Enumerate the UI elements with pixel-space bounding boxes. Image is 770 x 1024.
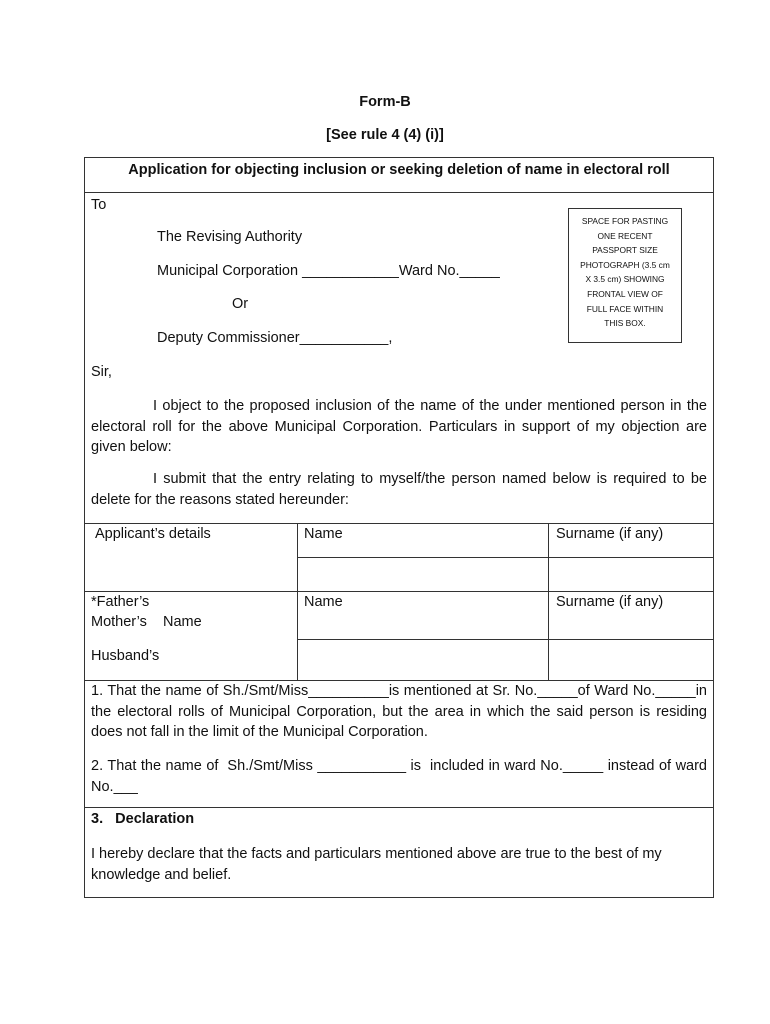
- photo-text-line: FRONTAL VIEW OF: [587, 288, 663, 299]
- reason-2: 2. That the name of Sh./Smt/Miss ___________ is included in ward No._____ instead of ward No.___: [91, 758, 712, 795]
- or-label: Or: [232, 296, 249, 312]
- declaration-text: I hereby declare that the facts and particulars mentioned above are true to the best of my knowledge and belief.: [91, 846, 662, 883]
- father-label: *Father’s: [91, 594, 150, 610]
- table-row-divider: [84, 591, 714, 592]
- revising-authority: The Revising Authority: [157, 229, 303, 245]
- salutation: Sir,: [91, 364, 112, 380]
- table-row-divider: [297, 557, 714, 558]
- objection-paragraph: I object to the proposed inclusion of the name of the under mentioned person in the electoral roll for the above Municipal Corporation. Particulars in support of my objection are given below:: [91, 398, 707, 455]
- name-header-2: Name: [304, 594, 343, 610]
- mother-name-label: Mother’s Name: [91, 614, 202, 630]
- name-header: Name: [304, 526, 343, 542]
- table-top-line: [84, 523, 714, 524]
- table-col-divider: [548, 523, 549, 680]
- table-col-divider: [297, 523, 298, 680]
- photo-text-line: THIS BOX.: [604, 318, 646, 329]
- rule-reference: [See rule 4 (4) (i)]: [326, 127, 444, 143]
- husband-label: Husband’s: [91, 648, 160, 664]
- surname-header-2: Surname (if any): [556, 594, 664, 610]
- photo-text-line: X 3.5 cm) SHOWING: [585, 274, 665, 285]
- application-title: Application for objecting inclusion or seeking deletion of name in electoral roll: [128, 162, 670, 178]
- photo-text-line: ONE RECENT: [597, 230, 653, 241]
- reason-1: 1. That the name of Sh./Smt/Miss__________is mentioned at Sr. No._____of Ward No._____in the electoral rolls of Municipal Corporation, but the area in which the said person is residing does not fall in the limit of the Municipal Corporation.: [91, 683, 707, 740]
- declaration-heading: 3. Declaration: [91, 811, 195, 827]
- reasons-divider: [84, 807, 714, 808]
- photo-text-line: FULL FACE WITHIN: [586, 303, 664, 314]
- photo-space-box: [568, 208, 682, 343]
- surname-header: Surname (if any): [556, 526, 664, 542]
- municipal-corporation-line: Municipal Corporation ____________Ward No._____: [157, 263, 500, 279]
- form-title: Form-B: [359, 94, 411, 110]
- applicant-details-label: Applicant’s details: [95, 526, 211, 542]
- to-label: To: [91, 197, 107, 213]
- photo-text-line: PHOTOGRAPH (3.5 cm: [580, 259, 670, 270]
- photo-text-line: PASSPORT SIZE: [592, 245, 658, 256]
- deputy-commissioner-line: Deputy Commissioner___________,: [157, 330, 393, 346]
- table-row-divider: [297, 639, 714, 640]
- title-divider: [84, 192, 714, 193]
- photo-text-line: SPACE FOR PASTING: [581, 216, 669, 226]
- submission-paragraph: I submit that the entry relating to myself/the person named below is required to be delete for the reasons stated hereunder:: [91, 471, 707, 508]
